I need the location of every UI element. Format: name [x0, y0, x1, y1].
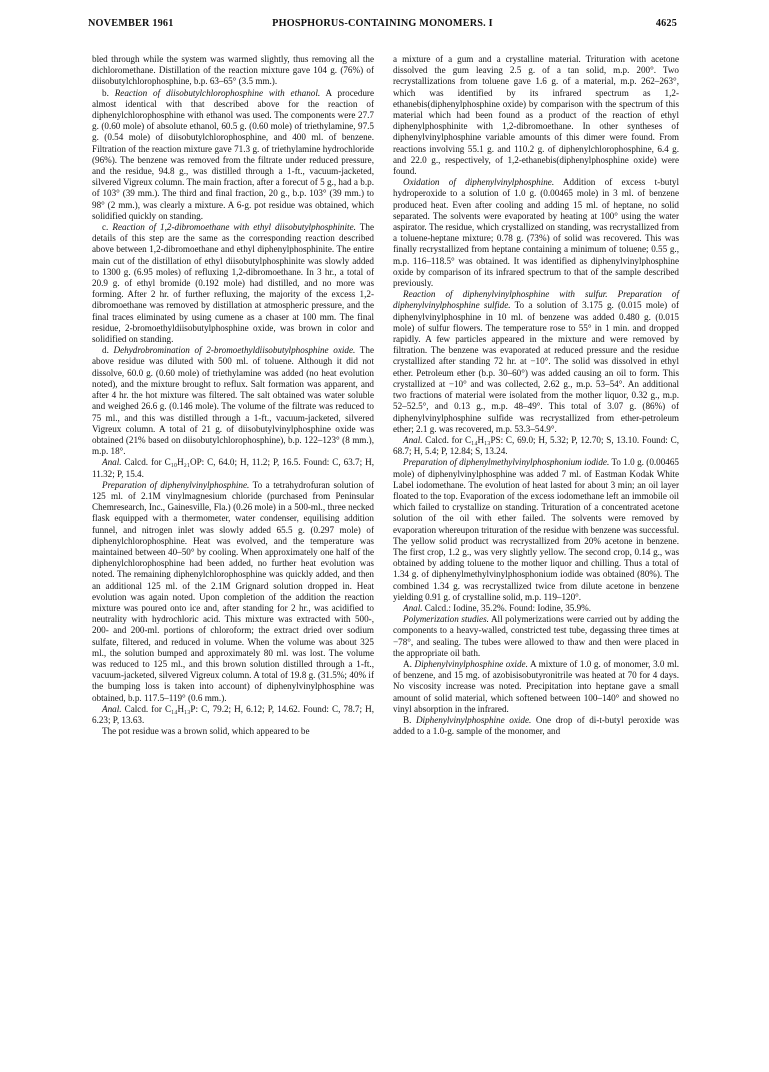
paragraph [393, 177, 679, 289]
paragraph-text: Addition of excess t-butyl hydroperoxide to a solution of 1.0 g. (0.00465 mole) in 3 ml. of benzene produced heat. Even after cooling and adding 15 ml. of heptane, no solid separated. The solvents were evaporated by heating at 100° using the water aspirator. The residue, which crystallized on standing, was recrystallized from a toluene-heptane mixture; 0.78 g. (73%) of solid was recovered. This was finally recrystallized from heptane containing a minimum of toluene; 0.55 g., m.p. 116–118.5° was obtained. It was identified as diphenylvinylphosphine oxide by comparison of its infrared spectrum to that of the sample described previously. [393, 177, 679, 289]
run-in-heading: Reaction of 1,2-dibromoethane with ethyl diisobutylphosphinite. [112, 222, 356, 233]
run-in-heading: Anal. [102, 457, 122, 468]
paragraph-text: bled through while the system was warmed slightly, thus removing all the dichloromethane. Distillation of the reaction mixture gave 104 g. (76%) of diisobutylchlorophosphine, b.p. 63–65° (3.5 mm.). [92, 54, 374, 87]
paragraph-label: d. [102, 345, 114, 356]
paragraph [92, 54, 374, 88]
paragraph-label: B. [403, 714, 416, 725]
header-title: PHOSPHORUS-CONTAINING MONOMERS. I [272, 18, 493, 29]
left-column [92, 54, 374, 737]
paragraph-label: c. [102, 222, 113, 233]
paragraph-text: A procedure almost identical with that described above for the reaction of diphenylchlorophosphine with ethanol was used. The components were 27.7 g. (0.60 mole) of absolute ethanol, 60.5 g. (0.60 mole) of triethylamine, 97.5 g. (0.54 mole) of diisobutylchlorophosphine, and 400 ml. of benzene. Filtration of the reaction mixture gave 71.3 g. of triethylamine hydrochloride (96%). The benzene was removed from the filtrate under reduced pressure, and the residue, 94.8 g., was distilled through a 1-ft., vacuum-jacketed, silvered Vigreux column. The main fraction, after a forecut of 5 g., had a b.p. of 103° (39 mm.). The third and final fraction, 20 g., b.p. 103° (39 mm.) to 98° (2 mm.), was clearly a mixture. A 6-g. pot residue was obtained, which solidified quickly on standing. [92, 87, 375, 221]
paragraph-label: A. [403, 658, 415, 669]
paragraph [92, 222, 374, 345]
paragraph [393, 659, 679, 715]
paragraph-text: a mixture of a gum and a crystalline material. Trituration with acetone dissolved the gum leaving 2.5 g. of a tan solid, m.p. 200°. Two recrystallizations from toluene gave 1.6 g. of a material, m.p. 262–263°, which was identified by its infrared spectrum as 1,2-ethanebis(diphenylphosphine oxide) by comparison with the spectrum of this material which had been found as a product of the reaction of ethyl diphenylphosphinite with 1,2-dibromoethane. In other syntheses of diphenylvinylphosphine variable amounts of this dimer were found. From reactions involving 55.1 g. and 110.2 g. of diphenylchlorophosphine, 6.4 g. and 22.0 g., respectively, of 1,2-ethanebis(diphenylphosphine oxide) were found. [393, 54, 679, 177]
run-in-heading: Anal. [403, 434, 423, 445]
paragraph [393, 715, 679, 737]
paragraph [92, 88, 374, 222]
paragraph [92, 704, 374, 726]
run-in-heading: Polymerization studies. [403, 614, 489, 625]
paragraph-label: b. [102, 87, 115, 98]
run-in-heading: Dehydrobromination of 2-bromoethyldiisobutylphosphine oxide. [113, 345, 356, 356]
run-in-heading: Diphenylvinylphosphine oxide. [415, 714, 532, 725]
header-date: NOVEMBER 1961 [88, 18, 174, 29]
paragraph-text: The above residue was diluted with 500 ml. of toluene. Although it did not dissolve, 60.0 g. (0.60 mole) of triethylamine was added (no heat evolution noted), and the mixture brought to reflux. Salt formation was apparent, and after 4 hr. the hot mixture was filtered. The salt obtained was water soluble and weighed 26.6 g. (0.146 mole). The volume of the filtrate was reduced to 75 ml., and this was distilled through a 1-ft., vacuum-jacketed, silvered Vigreux column. A total of 21 g. of diisobutylvinylphosphine oxide was obtained (21% based on diisobutylchlorophosphine), b.p. 122–123° (8 mm.), m.p. 18°. [92, 345, 374, 457]
paragraph [92, 345, 374, 457]
paragraph-text: To a solution of 3.175 g. (0.015 mole) of diphenylvinylphosphine in 10 ml. of benzene was added 0.480 g. (0.015 mole) of sulfur flowers. The temperature rose to 55° in 1 min. and dropped rapidly. A few particles appeared in the mixture and were removed by filtration. The benzene was evaporated at reduced pressure and the residue crystallized after standing 72 hr. at −10°. The solid was dissolved in ethyl ether. Petroleum ether (b.p. 30–60°) was added causing an oil to form. This crystallized at −10° and was collected, 2.62 g., m.p. 53–54°. An additional two fractions of material were isolated from the mother liquor, 0.32 g., m.p. 52–52.5°, and 0.13 g., m.p. 48–49°. This total of 3.07 g. (86%) of diphenylvinylphosphine sulfide was recrystallized from ether-petroleum ether; 2.1 g. was recovered, m.p. 53.3–54.9°. [393, 300, 679, 434]
paragraph [393, 457, 679, 603]
run-in-heading: Anal. [403, 602, 423, 613]
paragraph-text: Calcd. for C₁₄H₁₃PS: C, 69.0; H, 5.32; P, 12.70; S, 13.10. Found: C, 68.7; H, 5.4; P, 12.84; S, 13.24. [393, 434, 679, 457]
paragraph-text: Calcd. for C₁₄H₁₃P: C, 79.2; H, 6.12; P, 14.62. Found: C, 78.7; H, 6.23; P, 13.63. [92, 703, 374, 725]
running-head [88, 18, 677, 34]
paragraph-text: One drop of di-t-butyl peroxide was added to a 1.0-g. sample of the monomer, and [393, 714, 679, 737]
paragraph [393, 603, 679, 614]
run-in-heading: Diphenylvinylphosphine oxide. [414, 658, 528, 669]
paragraph-text: Calcd. for C₁₀H₂₁OP: C, 64.0; H, 11.2; P, 16.5. Found: C, 63.7; H, 11.32; P, 15.4. [92, 457, 374, 479]
paragraph-text: Calcd.: Iodine, 35.2%. Found: Iodine, 35.9%. [422, 602, 592, 613]
paragraph-text: The pot residue was a brown solid, which appeared to be [102, 726, 310, 737]
paragraph [92, 457, 374, 479]
run-in-heading: Preparation of diphenylmethylvinylphosphonium iodide. [403, 457, 610, 468]
paragraph-text: A mixture of 1.0 g. of monomer, 3.0 ml. of benzene, and 15 mg. of azobisisobutyronitrile was heated at 70 for 4 days. No viscosity increase was noted. Precipitation into heptane gave a small amount of solid material, which softened between 100–140° and showed no vinyl absorption in the infrared. [393, 658, 680, 714]
run-in-heading: Preparation of diphenylvinylphosphine. [102, 479, 250, 490]
paragraph-text: The details of this step are the same as the corresponding reaction described above between 1,2-dibromoethane and ethyl diphenylphosphinite. The entire main cut of the distillation of ethyl diisobutylphosphinite was slowly added to 1300 g. (6.95 moles) of refluxing 1,2-dibromoethane. In 3 hr., a total of 20.9 g. of ethyl bromide (0.192 mole) had distilled, and no more was forming. After 2 hr. of further refluxing, the majority of the excess 1,2-dibromoethane was removed by distillation at atmospheric pressure, and the final traces eliminated by using cumene as a chaser at 100 mm. The final residue, 2-bromoethyldiisobutylphosphine oxide, was brown in color and solidified on standing. [92, 222, 374, 345]
run-in-heading: Anal. [102, 703, 122, 714]
paragraph [393, 289, 679, 435]
paragraph [393, 614, 679, 659]
run-in-heading: Oxidation of diphenylvinylphosphine. [403, 177, 555, 188]
paragraph [92, 480, 374, 704]
paragraph-text: To a tetrahydrofuran solution of 125 ml. of 2.1M vinylmagnesium chloride (purchased from Peninsular Chemresearch, Inc., Gainesville, Fla.) (0.26 mole) in a 500-ml., three necked flask equipped with a thermometer, water condenser, equilising addition funnel, and nitrogen inlet was slowly added 65.5 g. (0.297 mole) of diphenylchlorophosphine. Heat was evolved, and the temperature was maintained between 40–50° by cooling. When approximately one half of the diphenylchlorophosphine had been added, no further heat evolution was noted. The remaining diphenylchlorophosphine was quickly added, and then an additional 125 ml. of the 2.1M Grignard solution dropped in. Heat evolution was again noted. Upon completion of the addition the reaction mixture was poured onto ice and, after standing for 2 hr., was acidified to neutrality with hydrochloric acid. This mixture was extracted with 500-, 200- and 200-ml. portions of chloroform; the extract dried over sodium sulfate, filtered, and reduced in volume. When the volume was about 325 ml., the solution bumped and approximately 80 ml. was lost. The volume was reduced to 125 ml., and this brown solution distilled through a 1-ft., vacuum-jacketed, silvered Vigreux column. A total of 19.8 g. (31.5%; 40% if the bumping loss is taken into account) of diphenylvinylphosphine was obtained, b.p. 117.5–119° (0.6 mm.). [92, 479, 374, 703]
paragraph [393, 435, 679, 457]
run-in-heading: Reaction of diisobutylchlorophosphine with ethanol. [114, 87, 321, 98]
page-number: 4625 [655, 18, 677, 29]
run-in-heading: Reaction of diphenylvinylphosphine with sulfur. Preparation of diphenylvinylphosphine sulfide. [393, 289, 679, 311]
right-column [393, 54, 679, 737]
paragraph [92, 726, 374, 737]
paragraph-text: All polymerizations were carried out by adding the components to a heavy-walled, constricted test tube, degassing three times at −78°, and sealing. The tubes were allowed to thaw and then were placed in the appropriate oil bath. [393, 614, 679, 658]
paragraph-text: To 1.0 g. (0.00465 mole) of diphenylvinylphosphine was added 7 ml. of Eastman Kodak White Label iodomethane. The evolution of heat lasted for about 3 min; an oil layer floated to the top. Evaporation of the excess iodomethane left an immobile oil which failed to crystallize on standing. Trituration of a concentrated acetone solution of the oil with ether failed. The solvents were removed by evaporation whereupon trituration of the residue with benzene was successful. The yellow solid product was recrystallized from 20% acetone in benzene. The first crop, 1.2 g., was very slightly yellow. The second crop, 0.14 g., was obtained by adding toluene to the mother liquor and chilling. Thus a total of 1.34 g. of diphenylmethylvinylphosphonium iodide was obtained (80%). The combined 1.34 g. was recrystallized twice from dilute acetone in benzene yielding 0.91 g. of crystalline solid, m.p. 119–120°. [393, 457, 679, 602]
paragraph [393, 54, 679, 177]
